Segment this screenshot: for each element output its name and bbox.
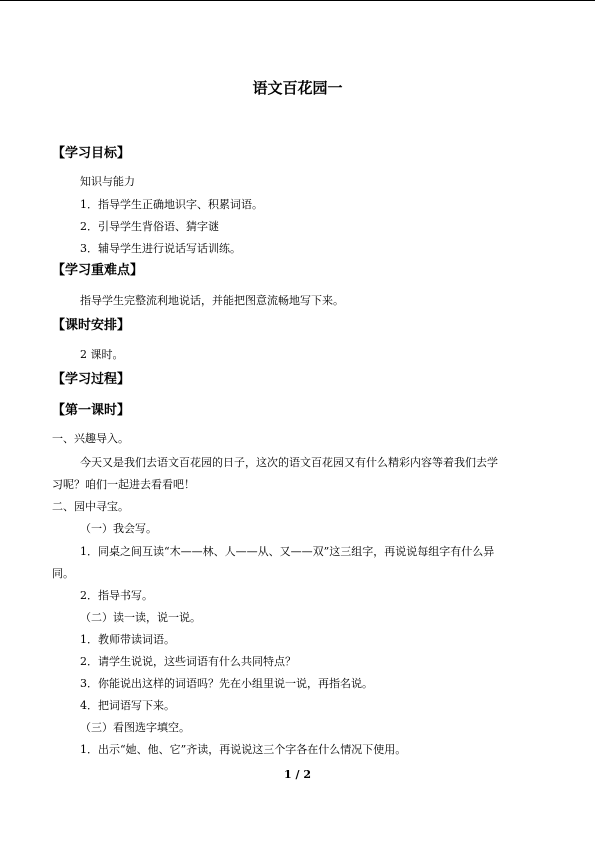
heading-key-points: 【学习重难点】: [52, 263, 144, 278]
subsection-2-item-3: 3．你能说出这样的词语吗？先在小组里说一说，再指名说。: [80, 677, 373, 690]
subsection-1-title: （一）我会写。: [80, 522, 157, 535]
goal-item-1: 1．指导学生正确地识字、积累词语。: [80, 198, 263, 211]
subsection-3-item-1: 1．出示“她、他、它”齐读，再说说这三个字各在什么情况下使用。: [80, 743, 407, 756]
schedule-text: 2 课时。: [80, 348, 124, 361]
page-number: 1 / 2: [284, 768, 311, 781]
subsection-1-item-1-line-2: 同。: [52, 567, 74, 580]
subsection-2-item-2: 2．请学生说说，这些词语有什么共同特点？: [80, 655, 296, 668]
section-1-paragraph-line-2: 习呢？咱们一起进去看看吧！: [52, 478, 195, 491]
goal-item-2: 2．引导学生背俗语、猜字谜: [80, 220, 219, 233]
key-points-text: 指导学生完整流利地说话，并能把图意流畅地写下来。: [80, 294, 344, 307]
header-rule: [0, 0, 595, 1]
subsection-3-title: （三）看图选字填空。: [80, 721, 190, 734]
page-title: 语文百花园一: [252, 79, 343, 97]
heading-lesson-1: 【第一课时】: [52, 403, 131, 418]
section-1-title: 一、兴趣导入。: [52, 432, 129, 445]
section-1-paragraph-line-1: 今天又是我们去语文百花园的日子，这次的语文百花园又有什么精彩内容等着我们去学: [80, 456, 498, 469]
subsection-1-item-2: 2．指导书写。: [80, 589, 153, 602]
subsection-2-item-1: 1．教师带读词语。: [80, 633, 175, 646]
goals-subtitle: 知识与能力: [80, 175, 135, 188]
subsection-2-title: （二）读一读，说一说。: [80, 611, 201, 624]
section-2-title: 二、园中寻宝。: [52, 500, 129, 513]
subsection-1-item-1-line-1: 1．同桌之间互读“木——林、人——从、又——双”这三组字，再说说每组字有什么异: [80, 545, 495, 558]
heading-learning-process: 【学习过程】: [52, 372, 131, 387]
heading-learning-goals: 【学习目标】: [52, 146, 131, 161]
goal-item-3: 3．辅导学生进行说话写话训练。: [80, 242, 241, 255]
heading-schedule: 【课时安排】: [52, 318, 131, 333]
subsection-2-item-4: 4．把词语写下来。: [80, 699, 175, 712]
